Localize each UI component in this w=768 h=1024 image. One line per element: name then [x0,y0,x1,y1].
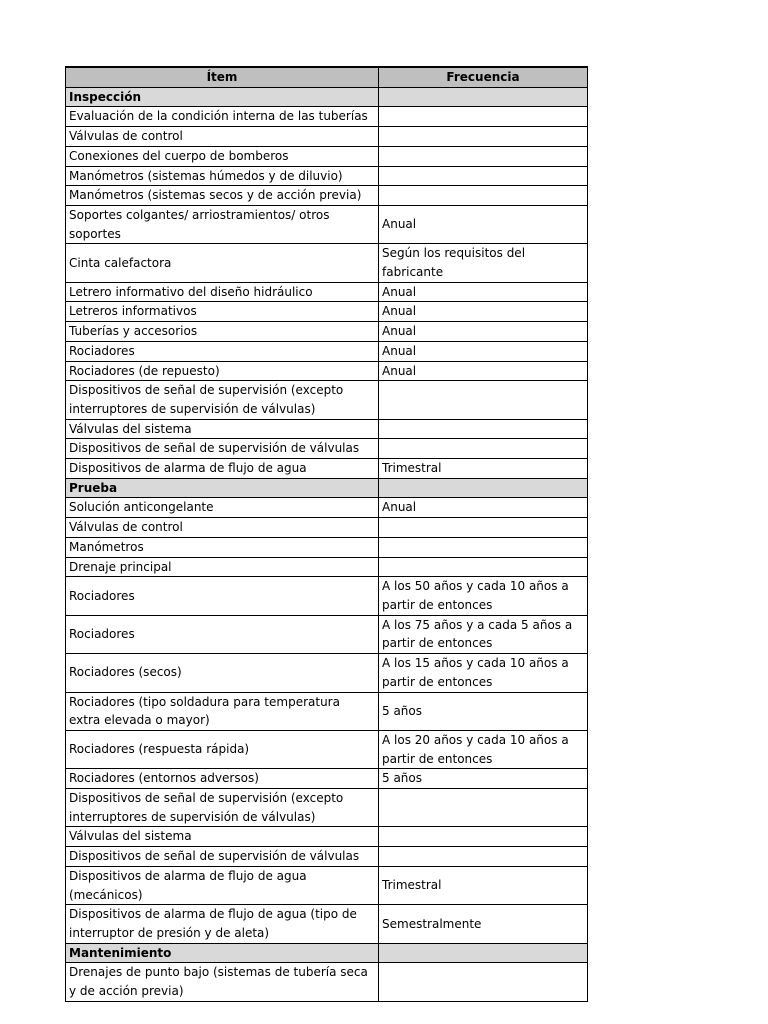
table-row [66,557,588,577]
item-cell[interactable]: Válvulas de control [66,518,379,538]
item-cell[interactable]: Manómetros [66,537,379,557]
frequency-cell[interactable]: Anual [379,302,588,322]
frequency-cell[interactable] [379,789,588,827]
item-cell[interactable]: Soportes colgantes/ arriostramientos/ otros soportes [66,205,379,243]
frequency-cell[interactable]: Anual [379,341,588,361]
frequency-cell[interactable] [379,146,588,166]
table-row [66,459,588,479]
item-cell[interactable]: Dispositivos de alarma de flujo de agua (mecánicos) [66,866,379,904]
frequency-cell[interactable]: Anual [379,322,588,342]
frequency-cell[interactable] [379,518,588,538]
frequency-cell[interactable]: Trimestral [379,459,588,479]
table-header-row [66,67,588,87]
item-cell[interactable]: Dispositivos de señal de supervisión de válvulas [66,847,379,867]
table-row [66,381,588,419]
frequency-cell[interactable] [379,381,588,419]
frequency-cell[interactable]: Anual [379,361,588,381]
frequency-cell[interactable]: Semestralmente [379,905,588,943]
item-cell[interactable]: Válvulas del sistema [66,827,379,847]
frequency-cell[interactable]: A los 15 años y cada 10 años a partir de entonces [379,654,588,692]
item-cell[interactable]: Tuberías y accesorios [66,322,379,342]
table-row [66,361,588,381]
table-row [66,341,588,361]
frequency-cell[interactable] [379,419,588,439]
frequency-cell[interactable]: Anual [379,498,588,518]
item-cell[interactable]: Rociadores [66,577,379,615]
item-cell[interactable]: Letrero informativo del diseño hidráulico [66,282,379,302]
item-cell[interactable]: Rociadores [66,615,379,653]
table-row [66,146,588,166]
frequency-cell[interactable] [379,87,588,107]
item-cell[interactable]: Válvulas del sistema [66,419,379,439]
frequency-cell[interactable] [379,107,588,127]
frequency-cell[interactable] [379,166,588,186]
item-cell[interactable]: Dispositivos de señal de supervisión (excepto interruptores de supervisión de válvulas) [66,789,379,827]
table-row [66,789,588,827]
table-row [66,282,588,302]
table-row [66,302,588,322]
section-title-cell[interactable]: Mantenimiento [66,943,379,963]
item-cell[interactable]: Rociadores (secos) [66,654,379,692]
section-header-row [66,943,588,963]
table-row [66,866,588,904]
table-row [66,127,588,147]
item-cell[interactable]: Válvulas de control [66,127,379,147]
table-row [66,615,588,653]
table-row [66,905,588,943]
item-cell[interactable]: Rociadores (tipo soldadura para temperatura extra elevada o mayor) [66,692,379,730]
section-header-row [66,478,588,498]
item-cell[interactable]: Dispositivos de señal de supervisión de válvulas [66,439,379,459]
section-header-row [66,87,588,107]
column-header-frequency[interactable]: Frecuencia [379,67,588,87]
table-row [66,963,588,1001]
item-cell[interactable]: Manómetros (sistemas húmedos y de diluvio) [66,166,379,186]
table-row [66,322,588,342]
frequency-cell[interactable] [379,827,588,847]
frequency-cell[interactable] [379,478,588,498]
table-row [66,244,588,282]
frequency-cell[interactable] [379,439,588,459]
frequency-cell[interactable]: Según los requisitos del fabricante [379,244,588,282]
table-row [66,730,588,768]
item-cell[interactable]: Conexiones del cuerpo de bomberos [66,146,379,166]
section-title-cell[interactable]: Inspección [66,87,379,107]
item-cell[interactable]: Manómetros (sistemas secos y de acción previa) [66,186,379,206]
item-cell[interactable]: Evaluación de la condición interna de las tuberías [66,107,379,127]
frequency-cell[interactable]: 5 años [379,692,588,730]
frequency-cell[interactable]: A los 75 años y a cada 5 años a partir de entonces [379,615,588,653]
frequency-cell[interactable]: 5 años [379,769,588,789]
item-cell[interactable]: Letreros informativos [66,302,379,322]
table-row [66,692,588,730]
frequency-cell[interactable]: A los 20 años y cada 10 años a partir de entonces [379,730,588,768]
item-cell[interactable]: Rociadores (respuesta rápida) [66,730,379,768]
table-row [66,847,588,867]
inspection-frequency-table [65,66,588,1002]
section-title-cell[interactable]: Prueba [66,478,379,498]
frequency-cell[interactable] [379,943,588,963]
item-cell[interactable]: Cinta calefactora [66,244,379,282]
item-cell[interactable]: Dispositivos de alarma de flujo de agua [66,459,379,479]
frequency-cell[interactable]: Anual [379,205,588,243]
frequency-cell[interactable]: Anual [379,282,588,302]
item-cell[interactable]: Dispositivos de señal de supervisión (excepto interruptores de supervisión de válvulas) [66,381,379,419]
item-cell[interactable]: Dispositivos de alarma de flujo de agua (tipo de interruptor de presión y de aleta) [66,905,379,943]
table-row [66,205,588,243]
frequency-cell[interactable] [379,963,588,1001]
table-row [66,419,588,439]
frequency-cell[interactable] [379,847,588,867]
table-body [66,87,588,1001]
frequency-cell[interactable] [379,557,588,577]
item-cell[interactable]: Rociadores (de repuesto) [66,361,379,381]
frequency-cell[interactable]: Trimestral [379,866,588,904]
table-row [66,654,588,692]
frequency-cell[interactable] [379,127,588,147]
table-row [66,827,588,847]
inspection-schedule-sheet [65,66,587,1002]
item-cell[interactable]: Drenajes de punto bajo (sistemas de tubería seca y de acción previa) [66,963,379,1001]
frequency-cell[interactable] [379,537,588,557]
table-row [66,769,588,789]
table-row [66,537,588,557]
table-row [66,518,588,538]
frequency-cell[interactable]: A los 50 años y cada 10 años a partir de entonces [379,577,588,615]
table-row [66,577,588,615]
table-row [66,166,588,186]
item-cell[interactable]: Rociadores [66,341,379,361]
frequency-cell[interactable] [379,186,588,206]
table-row [66,186,588,206]
item-cell[interactable]: Solución anticongelante [66,498,379,518]
column-header-item[interactable]: Ítem [66,67,379,87]
item-cell[interactable]: Drenaje principal [66,557,379,577]
table-row [66,498,588,518]
table-row [66,107,588,127]
table-row [66,439,588,459]
item-cell[interactable]: Rociadores (entornos adversos) [66,769,379,789]
